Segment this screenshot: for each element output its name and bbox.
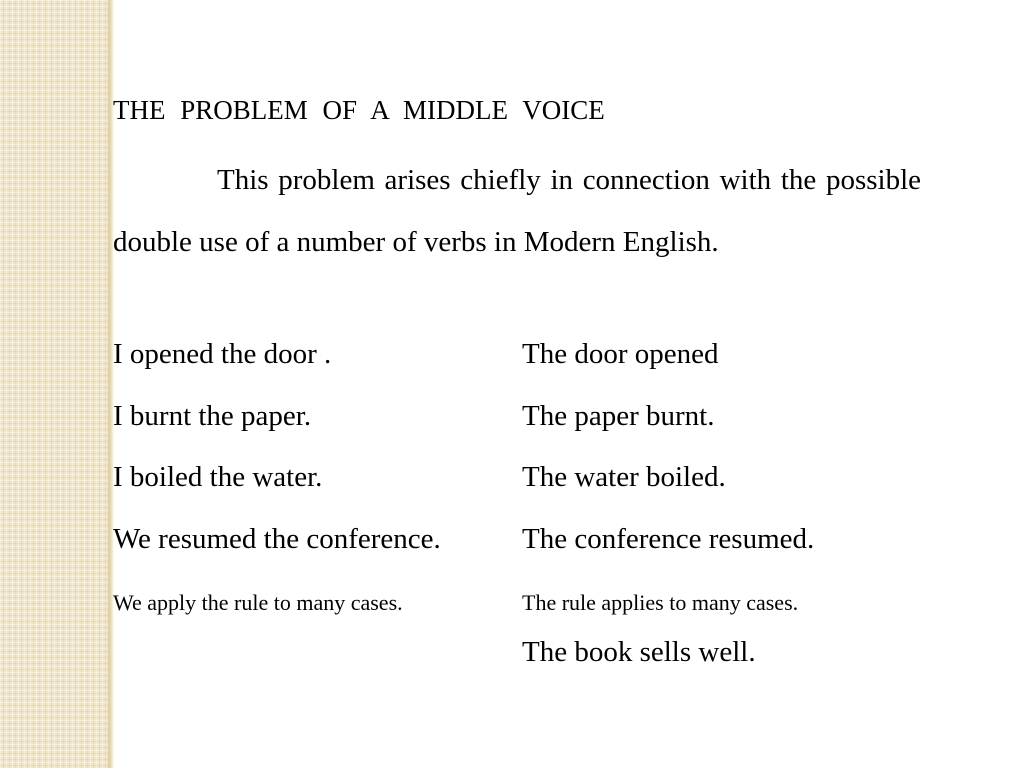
- slide-title: THE PROBLEM OF A MIDDLE VOICE: [113, 95, 605, 125]
- example-pair-1: [113, 334, 933, 396]
- transitive-example: I boiled the water.: [113, 461, 323, 493]
- example-pair-5: [113, 580, 933, 632]
- intransitive-example: The rule applies to many cases.: [522, 590, 799, 615]
- example-pair-6: [113, 632, 933, 694]
- example-pairs: [113, 334, 933, 694]
- intransitive-example: The book sells well.: [522, 636, 756, 668]
- example-pair-3: [113, 457, 933, 519]
- intransitive-example: The conference resumed.: [522, 522, 815, 555]
- intransitive-example: The water boiled.: [522, 461, 726, 493]
- intransitive-example: The door opened: [522, 338, 719, 370]
- intransitive-example: The paper burnt.: [522, 399, 715, 432]
- transitive-example: We resumed the conference.: [113, 522, 441, 555]
- intro-paragraph: This problem arises chiefly in connection with the possible double use of a number of verbs in Modern English.: [113, 164, 921, 258]
- transitive-example: I opened the door .: [113, 338, 332, 370]
- transitive-example: We apply the rule to many cases.: [113, 590, 403, 615]
- example-pair-2: [113, 396, 933, 458]
- decorative-side-band: [0, 0, 108, 768]
- transitive-example: I burnt the paper.: [113, 399, 312, 432]
- example-pair-4: [113, 519, 933, 581]
